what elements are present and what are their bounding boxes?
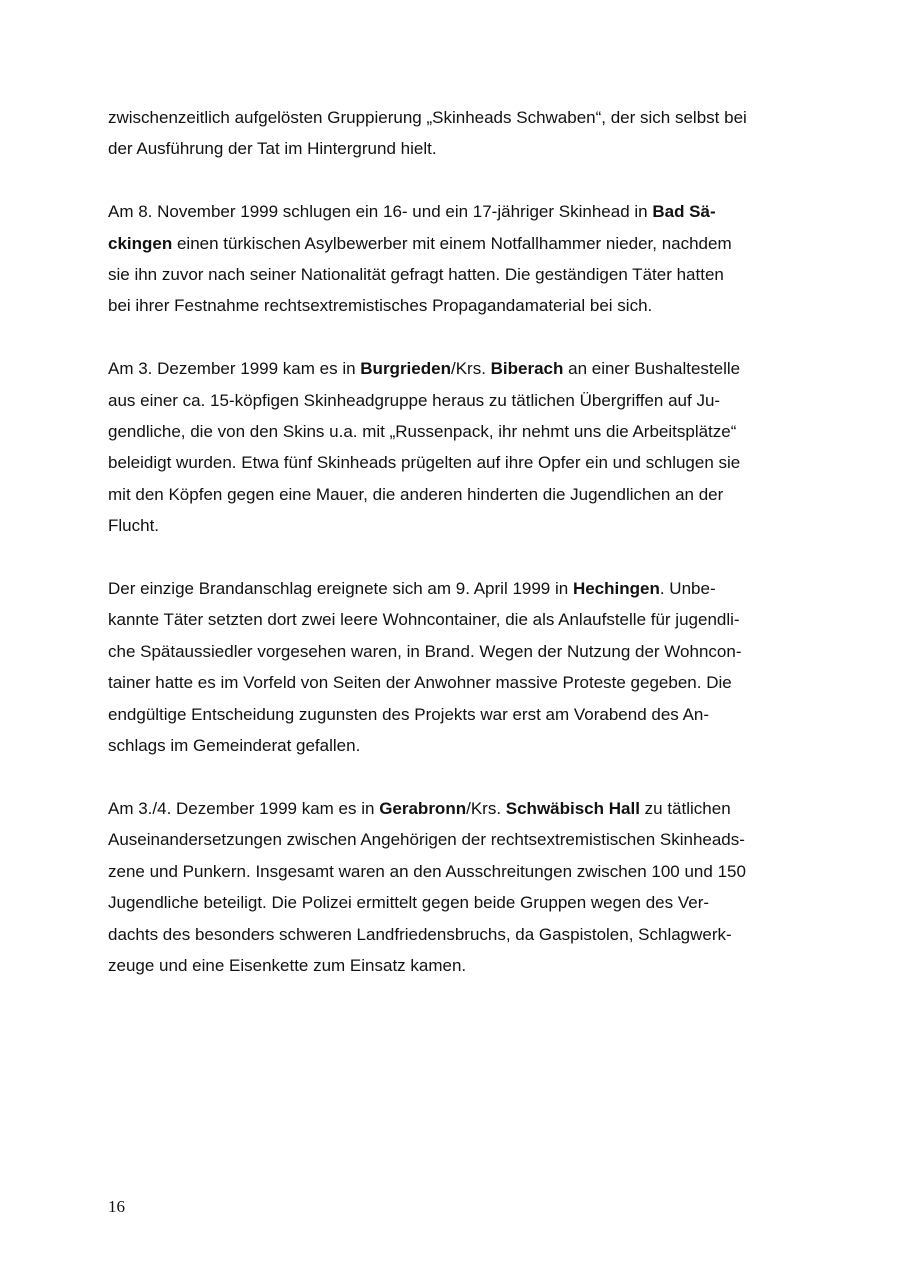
text-segment: zeuge und eine Eisenkette zum Einsatz kamen. — [108, 955, 467, 975]
text-line — [108, 636, 798, 667]
text-segment: gendliche, die von den Skins u.a. mit „Russenpack, ihr nehmt uns die Arbeitsplätze“ — [108, 422, 737, 442]
text-line — [108, 604, 798, 635]
text-line — [108, 730, 798, 761]
paragraph — [108, 196, 798, 322]
bold-place-name: ckingen — [108, 233, 173, 253]
text-line — [108, 102, 798, 133]
text-segment: Jugendliche beteiligt. Die Polizei ermittelt gegen beide Gruppen wegen des Ver- — [108, 893, 710, 913]
bold-place-name: Burgrieden — [360, 359, 451, 379]
bold-place-name: Schwäbisch Hall — [505, 798, 640, 818]
text-segment: sie ihn zuvor nach seiner Nationalität gefragt hatten. Die geständigen Täter hatten — [108, 265, 724, 285]
text-line — [108, 416, 798, 447]
text-line — [108, 824, 798, 855]
text-line — [108, 447, 798, 478]
text-segment: bei ihrer Festnahme rechtsextremistisches Propagandamaterial bei sich. — [108, 296, 653, 316]
text-line — [108, 856, 798, 887]
text-segment: /Krs. — [466, 798, 506, 818]
text-segment: beleidigt wurden. Etwa fünf Skinheads prügelten auf ihre Opfer ein und schlugen sie — [108, 453, 741, 473]
page-number: 16 — [108, 1197, 125, 1216]
text-segment: mit den Köpfen gegen eine Mauer, die anderen hinderten die Jugendlichen an der — [108, 484, 724, 504]
text-segment: aus einer ca. 15-köpfigen Skinheadgruppe heraus zu tätlichen Übergriffen auf Ju- — [108, 390, 721, 410]
text-line — [108, 385, 798, 416]
text-line — [108, 510, 798, 541]
text-line — [108, 573, 798, 604]
text-line — [108, 196, 798, 227]
text-line — [108, 479, 798, 510]
bold-place-name: Hechingen — [572, 579, 660, 599]
text-segment: Der einzige Brandanschlag ereignete sich am 9. April 1999 in — [108, 579, 573, 599]
paragraph — [108, 793, 798, 981]
text-segment: dachts des besonders schweren Landfriedensbruchs, da Gaspistolen, Schlagwerk- — [108, 924, 732, 944]
text-segment: Auseinandersetzungen zwischen Angehörigen der rechtsextremistischen Skinheads- — [108, 830, 745, 850]
bold-place-name: Biberach — [490, 359, 564, 379]
text-line — [108, 353, 798, 384]
text-line — [108, 133, 798, 164]
text-segment: Am 3./4. Dezember 1999 kam es in — [108, 798, 380, 818]
text-segment: Flucht. — [108, 516, 160, 536]
paragraph — [108, 353, 798, 541]
text-line — [108, 919, 798, 950]
paragraph — [108, 102, 798, 165]
body-text — [108, 102, 798, 1013]
text-segment: . Unbe- — [659, 579, 716, 599]
text-segment: der Ausführung der Tat im Hintergrund hielt. — [108, 139, 437, 159]
text-segment: schlags im Gemeinderat gefallen. — [108, 736, 361, 756]
text-line — [108, 950, 798, 981]
text-segment: zu tätlichen — [639, 798, 731, 818]
text-segment: Am 8. November 1999 schlugen ein 16- und ein 17-jähriger Skinhead in — [108, 202, 653, 222]
text-line — [108, 887, 798, 918]
text-segment: kannte Täter setzten dort zwei leere Wohncontainer, die als Anlaufstelle für jugendli- — [108, 610, 740, 630]
text-line — [108, 228, 798, 259]
text-line — [108, 667, 798, 698]
text-line — [108, 699, 798, 730]
text-segment: einen türkischen Asylbewerber mit einem Notfallhammer nieder, nachdem — [172, 233, 732, 253]
text-segment: endgültige Entscheidung zugunsten des Projekts war erst am Vorabend des An- — [108, 704, 710, 724]
text-segment: zwischenzeitlich aufgelösten Gruppierung „Skinheads Schwaben“, der sich selbst bei — [108, 108, 747, 127]
paragraph — [108, 573, 798, 761]
text-segment: tainer hatte es im Vorfeld von Seiten der Anwohner massive Proteste gegeben. Die — [108, 673, 732, 693]
text-segment: /Krs. — [450, 359, 491, 379]
text-line — [108, 793, 798, 824]
bold-place-name: Gerabronn — [379, 798, 467, 818]
bold-place-name: Bad Sä- — [652, 202, 716, 222]
text-line — [108, 259, 798, 290]
text-segment: Am 3. Dezember 1999 kam es in — [108, 359, 361, 379]
text-segment: zene und Punkern. Insgesamt waren an den Ausschreitungen zwischen 100 und 150 — [108, 861, 746, 881]
text-segment: che Spätaussiedler vorgesehen waren, in Brand. Wegen der Nutzung der Wohncon- — [108, 641, 742, 661]
text-segment: an einer Bushaltestelle — [563, 359, 741, 379]
text-line — [108, 290, 798, 321]
